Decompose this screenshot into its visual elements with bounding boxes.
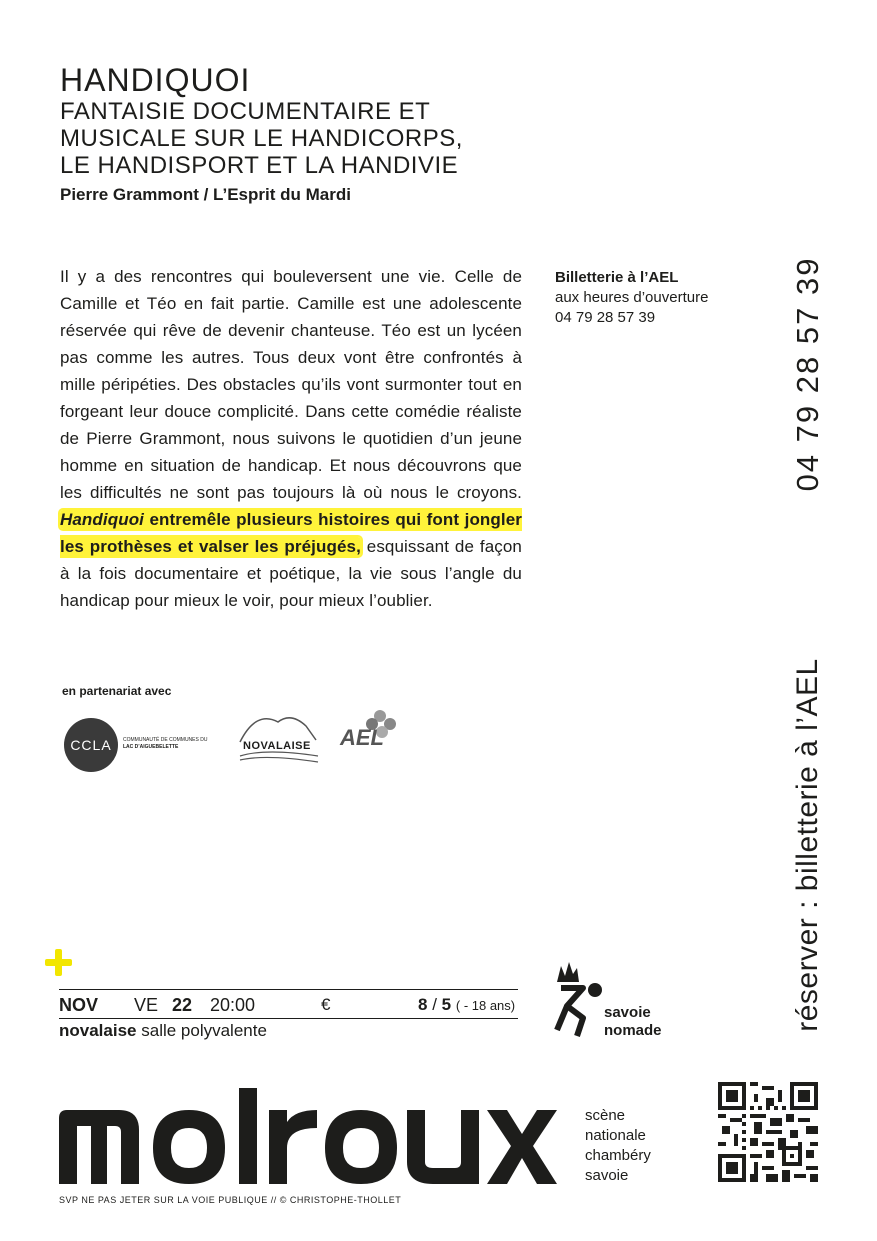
highlight-text: entremêle plusieurs histoires qui font jongler les prothèses et valser les préjugés, [60,510,522,556]
ticketing-phone: 04 79 28 57 39 [555,309,656,326]
subtitle-line: FANTAISIE DOCUMENTAIRE ET [60,98,431,125]
venue-town: novalaise [59,1021,137,1040]
ccla-logo-text: CCLA [70,737,112,753]
price-reduced: 5 [441,995,452,1014]
partners-label: en partenariat avec [62,684,172,698]
show-subtitle [60,98,540,179]
divider [59,989,518,990]
show-credits: Pierre Grammont / L’Esprit du Mardi [60,185,351,204]
runner-icon [553,960,605,1038]
currency-symbol: € [321,995,331,1014]
plus-icon [45,949,72,976]
malraux-logo [55,1088,557,1186]
vertical-phone: 04 79 28 57 39 [790,256,825,492]
price-note: ( - 18 ans) [455,998,516,1013]
novalaise-logo-text: NOVALAISE [243,740,311,752]
scene-nationale-label [585,1106,651,1186]
event-weekday: VE [134,995,159,1015]
price-full: 8 [418,995,428,1014]
description [60,263,522,614]
ael-logo-text: AEL [340,725,384,750]
vertical-reserve: réserver : billetterie à l’AEL [791,658,824,1032]
ccla-caption-line: COMMUNAUTÉ DE COMMUNES DU [123,737,208,743]
subtitle-line: MUSICALE SUR LE HANDICORPS, [60,125,463,152]
event-venue [59,1021,267,1041]
scene-line: savoie [585,1167,629,1184]
ticketing-title: Billetterie à l’AEL [555,269,679,286]
highlight-title: Handiquoi [60,510,144,529]
scene-line: scène [585,1107,626,1124]
scene-line: chambéry [585,1147,651,1164]
scene-line: nationale [585,1127,646,1144]
event-month: NOV [59,995,99,1015]
divider [59,1018,518,1019]
event-day: 22 [172,995,193,1015]
qr-code[interactable] [718,1082,818,1182]
savoie-nomade-line: savoie [604,1004,651,1021]
event-time: 20:00 [210,995,256,1015]
price-separator: / [432,995,437,1014]
ticketing-info [555,268,708,328]
ccla-logo [64,718,118,772]
ccla-caption [123,737,233,751]
savoie-nomade-line: nomade [604,1022,662,1039]
footer-notice: SVP NE PAS JETER SUR LA VOIE PUBLIQUE // © CHRISTOPHE-THOLLET [59,1195,402,1205]
venue-place: salle polyvalente [141,1021,267,1040]
subtitle-line: LE HANDISPORT ET LA HANDIVIE [60,152,459,179]
ticketing-hours: aux heures d’ouverture [555,289,709,306]
description-part2: esquissant de façon à la fois documentaire et poétique, la vie sous l’angle du handicap pour mieux le voir, pour mieux l’oublier. [60,537,522,610]
description-part1: Il y a des rencontres qui bouleversent une vie. Celle de Camille et Téo en fait partie. Camille est une adolescente réservée qui rêve de devenir chanteuse. Téo est un lycéen pas comme les autres. Tous deux vont être confrontés à mille péripéties. Des obstacles qu’ils vont surmonter tout en forgeant leur douce complicité. Dans cette comédie réaliste de Pierre Grammont, nous suivons le quotidien d’un jeune homme en situation de handicap. Et nous découvrons que les difficultés ne sont pas toujours là où nous le croyons. [60,267,522,502]
event-price [418,995,515,1015]
show-title: HANDIQUOI [60,62,251,98]
savoie-nomade-label [604,1004,662,1040]
ccla-caption-line: LAC D’AIGUEBELETTE [123,744,179,750]
